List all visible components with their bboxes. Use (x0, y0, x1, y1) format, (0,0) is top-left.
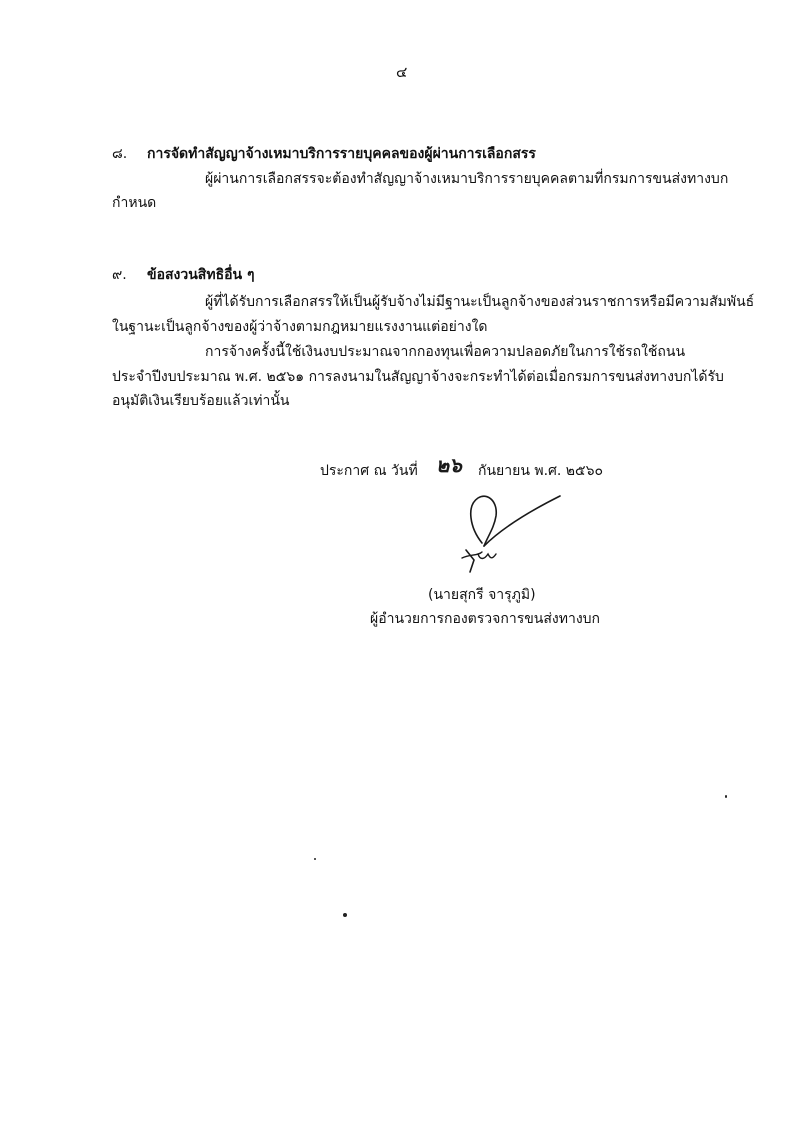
section-8-body-line-2: กำหนด (112, 195, 157, 211)
section-9-title: ข้อสงวนสิทธิอื่น ๆ (147, 267, 255, 283)
handwritten-signature (452, 488, 572, 578)
page-number: ๔ (396, 63, 408, 81)
section-9-para2-line-1: การจ้างครั้งนี้ใช้เงินงบประมาณจากกองทุนเพื่อความปลอดภัยในการใช้รถใช้ถนน (205, 344, 686, 360)
announcement-suffix: กันยายน พ.ศ. ๒๕๖๐ (478, 463, 604, 479)
signatory-name: (นายสุกรี จารุภูมิ) (428, 587, 536, 603)
scan-speck (725, 795, 727, 798)
scan-speck (314, 858, 316, 860)
section-9-para1-line-2: ในฐานะเป็นลูกจ้างของผู้ว่าจ้างตามกฎหมายแรงงานแต่อย่างใด (112, 319, 488, 335)
section-8-body-line-1: ผู้ผ่านการเลือกสรรจะต้องทำสัญญาจ้างเหมาบริการรายบุคคลตามที่กรมการขนส่งทางบก (205, 171, 729, 187)
announcement-prefix: ประกาศ ณ วันที่ (320, 463, 418, 479)
handwritten-day: ๒๖ (436, 453, 462, 477)
section-8-title: การจัดทำสัญญาจ้างเหมาบริการรายบุคคลของผู้ผ่านการเลือกสรร (147, 146, 536, 162)
section-9-para2-line-3: อนุมัติเงินเรียบร้อยแล้วเท่านั้น (112, 393, 290, 409)
signatory-position: ผู้อำนวยการกองตรวจการขนส่งทางบก (370, 611, 601, 627)
section-9-number: ๙. (112, 267, 127, 283)
section-8-number: ๘. (112, 146, 128, 162)
section-9-para1-line-1: ผู้ที่ได้รับการเลือกสรรให้เป็นผู้รับจ้างไม่มีฐานะเป็นลูกจ้างของส่วนราชการหรือมีความสัมพันธ์ (205, 294, 755, 310)
section-9-para2-line-2: ประจำปีงบประมาณ พ.ศ. ๒๕๖๑ การลงนามในสัญญาจ้างจะกระทำได้ต่อเมื่อกรมการขนส่งทางบกได้รับ (112, 369, 724, 385)
scan-speck (343, 913, 347, 917)
